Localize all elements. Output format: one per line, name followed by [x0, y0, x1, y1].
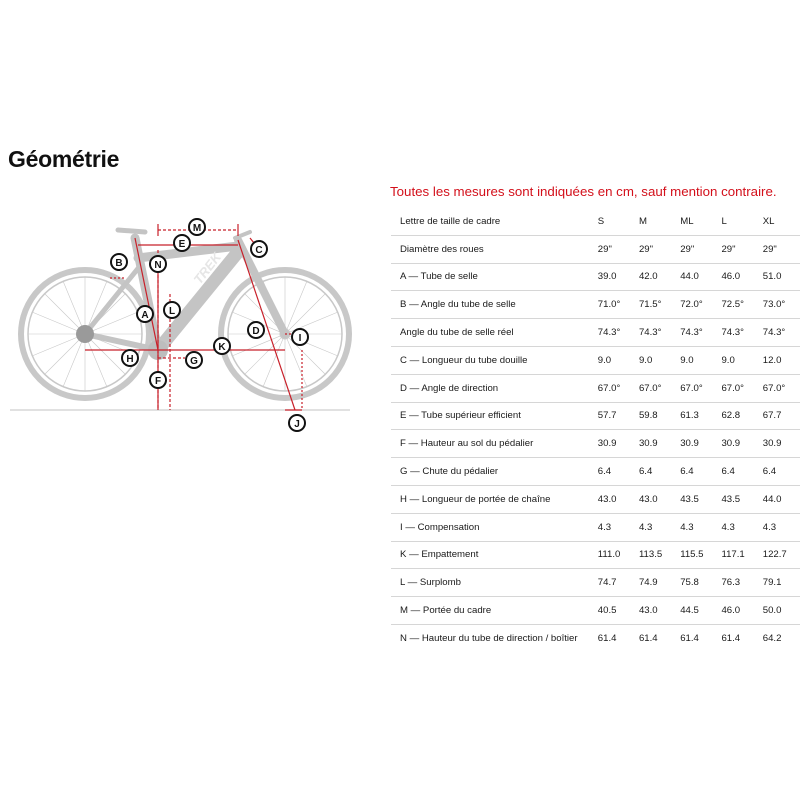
row-label: I — Compensation: [391, 513, 598, 541]
row-value: 4.3: [598, 513, 639, 541]
row-value: 71.5°: [639, 291, 680, 319]
header-size: M: [639, 208, 680, 235]
row-label: G — Chute du pédalier: [391, 458, 598, 486]
row-value: 67.7: [763, 402, 800, 430]
svg-text:D: D: [252, 326, 260, 337]
row-value: 9.0: [639, 346, 680, 374]
row-value: 67.0°: [763, 374, 800, 402]
row-label: B — Angle du tube de selle: [391, 291, 598, 319]
marker-F: [150, 372, 166, 388]
row-value: 73.0°: [763, 291, 800, 319]
row-label: E — Tube supérieur efficient: [391, 402, 598, 430]
row-label: Diamètre des roues: [391, 235, 598, 263]
row-value: 39.0: [598, 263, 639, 291]
row-value: 29": [721, 235, 762, 263]
table-row: [391, 569, 800, 597]
row-value: 29": [763, 235, 800, 263]
row-value: 122.7: [763, 541, 800, 569]
header-label: Lettre de taille de cadre: [391, 208, 598, 235]
row-value: 61.4: [721, 632, 741, 644]
row-label: A — Tube de selle: [391, 263, 598, 291]
row-value: 46.0: [721, 263, 762, 291]
row-value: 29": [598, 235, 639, 263]
table-row: [391, 346, 800, 374]
marker-M: [189, 219, 205, 235]
row-value: 43.5: [680, 485, 721, 513]
header-size: XL: [763, 208, 800, 235]
row-value: 75.8: [680, 569, 721, 597]
row-value: 117.1: [721, 541, 762, 569]
svg-text:G: G: [190, 356, 198, 367]
row-value: 6.4: [598, 458, 639, 486]
table-row: [391, 235, 800, 263]
header-size: S: [598, 208, 639, 235]
row-value: 76.3: [721, 569, 762, 597]
header-size: ML: [680, 208, 721, 235]
row-value: 6.4: [639, 458, 680, 486]
row-value: 74.3°: [763, 319, 800, 347]
marker-G: [186, 352, 202, 368]
row-value: 43.0: [598, 485, 639, 513]
units-note: Toutes les mesures sont indiquées en cm, sauf mention contraire.: [390, 184, 777, 199]
row-value: 43.0: [639, 597, 680, 625]
row-label: C — Longueur du tube douille: [391, 346, 598, 374]
header-size: L: [721, 208, 762, 235]
table-row: [391, 624, 800, 651]
row-value: 113.5: [639, 541, 680, 569]
geometry-table: [391, 208, 800, 652]
row-value: 111.0: [598, 541, 639, 569]
row-label: F — Hauteur au sol du pédalier: [391, 430, 598, 458]
row-value: 4.3: [763, 513, 800, 541]
marker-L: [164, 302, 180, 318]
row-value: 4.3: [680, 513, 721, 541]
row-value: 71.0°: [598, 291, 639, 319]
marker-D: [248, 322, 264, 338]
table-row: [391, 597, 800, 625]
row-value: 29": [680, 235, 721, 263]
row-value: 30.9: [763, 430, 800, 458]
svg-text:K: K: [218, 342, 226, 353]
row-value: 4.3: [639, 513, 680, 541]
marker-B: [111, 254, 127, 270]
row-value: 44.0: [763, 485, 800, 513]
svg-text:C: C: [255, 245, 263, 256]
row-value: 57.7: [598, 402, 639, 430]
marker-I: [292, 329, 308, 345]
row-value: 61.4: [597, 632, 617, 644]
row-value: 74.3°: [721, 319, 762, 347]
row-value: 61.3: [680, 402, 721, 430]
marker-N: [150, 256, 166, 272]
row-value: 4.3: [721, 513, 762, 541]
row-label: Angle du tube de selle réel: [391, 319, 598, 347]
row-value: 30.9: [598, 430, 639, 458]
row-label: H — Longueur de portée de chaîne: [391, 485, 598, 513]
row-label: K — Empattement: [391, 541, 598, 569]
row-value: 43.5: [721, 485, 762, 513]
row-value: 74.3°: [680, 319, 721, 347]
row-label: N — Hauteur du tube de direction / boîtier: [400, 632, 578, 644]
row-value: 61.4: [680, 632, 699, 644]
row-value: 51.0: [763, 263, 800, 291]
table-row: [391, 263, 800, 291]
table-row: [391, 513, 800, 541]
row-value: 30.9: [721, 430, 762, 458]
row-value: 64.2: [762, 632, 782, 644]
row-label: M — Portée du cadre: [391, 597, 598, 625]
svg-text:L: L: [168, 306, 176, 317]
table-row: [391, 430, 800, 458]
row-value: 67.0°: [721, 374, 762, 402]
svg-text:B: B: [115, 258, 123, 269]
row-value: 29": [639, 235, 680, 263]
row-value: 9.0: [721, 346, 762, 374]
svg-text:M: M: [192, 223, 202, 234]
svg-text:J: J: [294, 419, 300, 430]
brand-logo: TREK: [190, 249, 225, 287]
table-row: [391, 485, 800, 513]
table-row: [391, 402, 800, 430]
row-value: 9.0: [680, 346, 721, 374]
row-value: 12.0: [763, 346, 800, 374]
page-title: Géométrie: [8, 146, 120, 172]
row-value: 74.7: [598, 569, 639, 597]
row-value: 74.9: [639, 569, 680, 597]
rear-cassette: [76, 325, 94, 343]
row-value: 43.0: [639, 485, 680, 513]
row-value: 6.4: [680, 458, 721, 486]
svg-text:H: H: [126, 354, 134, 365]
marker-J: [289, 415, 305, 431]
table-row: [391, 319, 800, 347]
row-value: 67.0°: [639, 374, 680, 402]
row-value: 74.3°: [598, 319, 639, 347]
row-value: 6.4: [763, 458, 800, 486]
row-value: 79.1: [763, 569, 800, 597]
row-label: L — Surplomb: [391, 569, 598, 597]
row-value: 40.5: [598, 597, 639, 625]
marker-A: [137, 306, 153, 322]
table-row: [391, 374, 800, 402]
marker-K: [214, 338, 230, 354]
row-label: D — Angle de direction: [391, 374, 598, 402]
row-value: 9.0: [598, 346, 639, 374]
row-value: 72.5°: [721, 291, 762, 319]
row-value: 72.0°: [680, 291, 721, 319]
svg-text:I: I: [298, 333, 302, 344]
table-header-row: [391, 208, 800, 235]
row-value: 30.9: [639, 430, 680, 458]
table-row: [391, 291, 800, 319]
row-value: 61.4: [638, 632, 658, 644]
row-value: 42.0: [639, 263, 680, 291]
row-value: 115.5: [680, 541, 721, 569]
row-value: 30.9: [680, 430, 721, 458]
row-value: 6.4: [721, 458, 762, 486]
row-value: 44.5: [680, 597, 721, 625]
marker-H: [122, 350, 138, 366]
svg-text:A: A: [141, 310, 149, 321]
row-value: 44.0: [680, 263, 721, 291]
bike-geometry-diagram: [10, 210, 355, 440]
svg-text:N: N: [154, 260, 162, 271]
svg-text:F: F: [154, 376, 162, 387]
row-value: 50.0: [763, 597, 800, 625]
row-value: 74.3°: [639, 319, 680, 347]
row-value: 62.8: [721, 402, 762, 430]
row-value: 67.0°: [598, 374, 639, 402]
svg-text:E: E: [178, 239, 186, 250]
table-row: [391, 541, 800, 569]
row-value: 46.0: [721, 597, 762, 625]
row-value: 67.0°: [680, 374, 721, 402]
row-value: 59.8: [639, 402, 680, 430]
marker-E: [174, 235, 190, 251]
marker-C: [251, 241, 267, 257]
table-row: [391, 458, 800, 486]
